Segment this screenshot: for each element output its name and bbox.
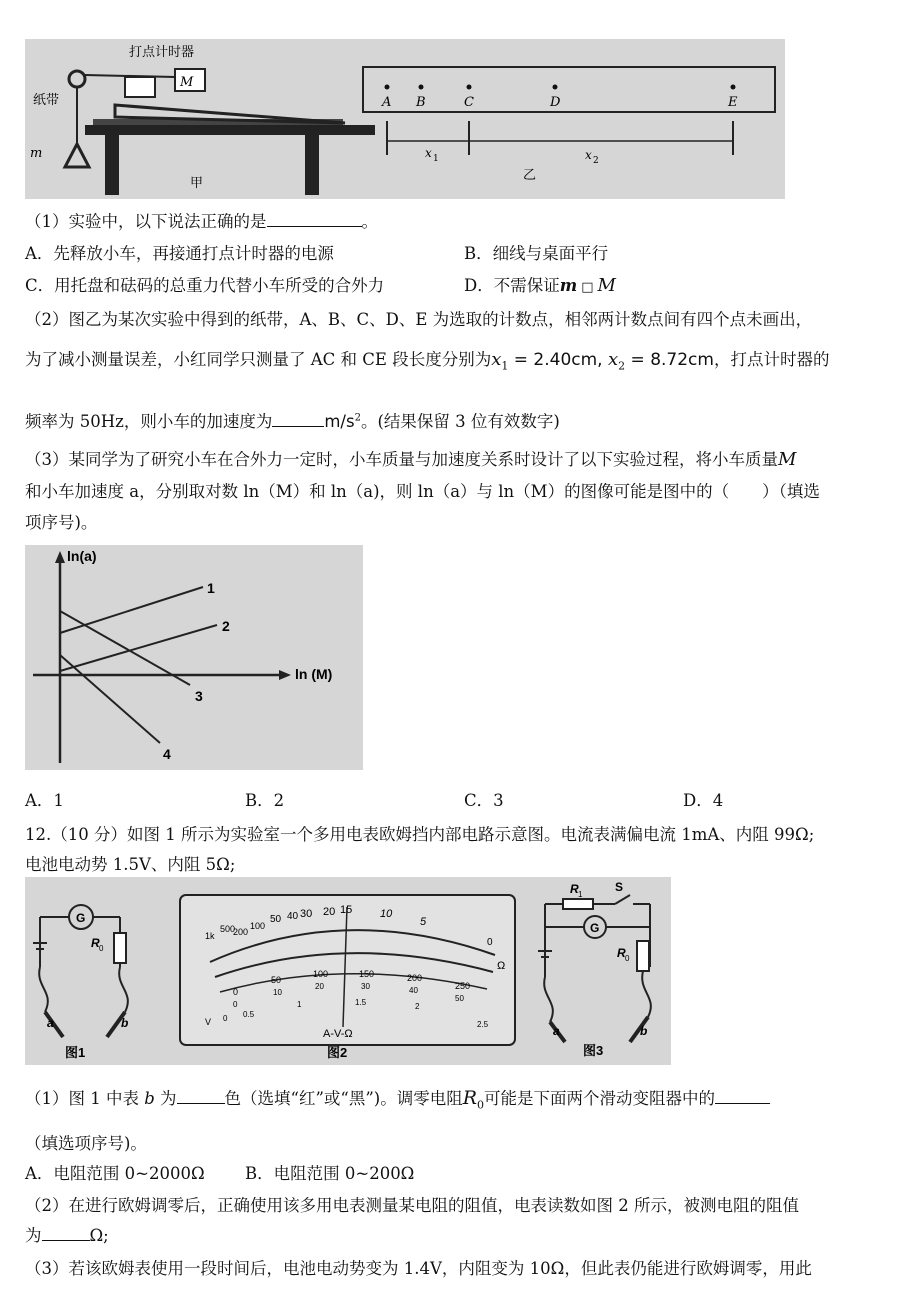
graph-line-2 — [60, 625, 217, 671]
q12-1-option-blank[interactable] — [715, 1103, 770, 1104]
q2-line2-end: ，打点计时器的 — [713, 350, 830, 369]
q12-line1: 12.（10 分）如图 1 所示为实验室一个多用电表欧姆挡内部电路示意图。电流表满偏电流 1mA、内阻 99Ω; — [25, 825, 815, 844]
point-d: D — [550, 95, 561, 110]
ohm-scale-50: 50 — [270, 914, 282, 925]
ohm-scale-20: 20 — [323, 906, 336, 918]
dc-scale-200: 200 — [407, 973, 423, 983]
point-b: B — [416, 95, 426, 110]
ohm-scale-100: 100 — [250, 921, 266, 931]
q12-line2: 电池电动势 1.5V、内阻 5Ω; — [25, 855, 236, 874]
q1-stem — [25, 208, 378, 232]
q12-1-option-b: B．电阻范围 0~200Ω — [245, 1164, 415, 1183]
ln-graph-svg — [25, 545, 363, 770]
ohm-scale-15: 15 — [340, 904, 353, 916]
q3-line1-text: （3）某同学为了研究小车在合外力一定时，小车质量与加速度关系时设计了以下实验过程，将小车质量 — [25, 450, 778, 469]
ac-scale-30: 30 — [361, 982, 370, 991]
q3-line1-M: M — [778, 449, 797, 470]
x2-label: x — [585, 148, 592, 162]
point-e: E — [728, 95, 738, 110]
r1-label: R — [570, 882, 579, 896]
v-mark: V — [205, 1017, 212, 1027]
fig2-label: 图2 — [327, 1045, 348, 1060]
ohm-scale-0: 0 — [487, 937, 493, 948]
q12-1-color-blank[interactable] — [177, 1103, 225, 1104]
fig1-label: 图1 — [65, 1045, 86, 1060]
graph-line-4 — [60, 655, 160, 743]
fig3-label: 图3 — [583, 1043, 604, 1058]
q1-option-d-M: M — [597, 275, 616, 296]
q2-x2: x — [607, 349, 619, 370]
probe-a-label-1: a — [47, 1016, 54, 1030]
r0-label-1: R — [91, 936, 100, 950]
multimeter-svg — [25, 877, 671, 1065]
q12-3-line1: （3）若该欧姆表使用一段时间后，电池电动势变为 1.4V，内阻变为 10Ω，但此表仍能进行欧姆调零，用此 — [25, 1259, 812, 1278]
q12-1-pre: （1）图 1 中表 — [25, 1089, 145, 1108]
q12-2-post: Ω; — [89, 1226, 109, 1245]
probe-b-label-1: b — [121, 1016, 129, 1030]
q12-2-answer-blank[interactable] — [42, 1240, 90, 1241]
q12-2-pre: 为 — [25, 1226, 42, 1245]
q3-line3: 项序号)。 — [25, 513, 98, 532]
q2-x2-sub: 2 — [618, 359, 626, 373]
q1-option-d — [464, 272, 616, 296]
q12-1-line1 — [25, 1085, 770, 1111]
fig2-caption: 乙 — [523, 168, 537, 183]
q3-line2: 和小车加速度 a，分别取对数 ln（M）和 ln（a)，则 ln（a）与 ln（M）的图像可能是图中的（ ）（填选 — [25, 482, 820, 501]
q2-line2 — [25, 346, 829, 372]
q3-option-b: B．2 — [245, 791, 285, 810]
dc-scale-0: 0 — [233, 987, 239, 997]
r0-sub-1: 0 — [99, 944, 104, 953]
q1-option-a: A．先释放小车，再接通打点计时器的电源 — [25, 244, 334, 263]
fig1-caption: 甲 — [190, 176, 204, 191]
ohm-scale-30: 30 — [300, 908, 313, 920]
q3-option-d: D．4 — [683, 791, 724, 810]
q2-unit-sup: 2 — [354, 412, 361, 424]
q2-unit: m/s — [324, 412, 355, 431]
small-scale-2: 2 — [415, 1002, 420, 1011]
q12-2-line2 — [25, 1222, 109, 1246]
probe-b-label-3: b — [640, 1024, 648, 1038]
q12-1-mid: 为 — [154, 1089, 177, 1108]
q1-option-d-symbol: □ — [581, 280, 594, 295]
circuit-3 — [538, 880, 651, 1058]
q2-x1-value: = 2.40cm, — [508, 350, 608, 370]
q2-line2-text: 为了减小测量误差，小红同学只测量了 AC 和 CE 段长度分别为 — [25, 350, 492, 369]
q2-line1: （2）图乙为某次实验中得到的纸带，A、B、C、D、E 为选取的计数点，相邻两计数点间有四个点未画出， — [25, 310, 813, 329]
dc-scale-100: 100 — [313, 969, 329, 979]
small-scale-0: 0 — [223, 1014, 228, 1023]
q3-option-c: C．3 — [464, 791, 504, 810]
ohm-scale-10: 10 — [380, 908, 393, 920]
r0-label-3: R — [617, 946, 626, 960]
q1-option-b: B．细线与桌面平行 — [464, 244, 609, 263]
small-scale-1-5: 1.5 — [355, 998, 367, 1007]
mass-label: m — [30, 146, 43, 161]
q2-x1-sub: 1 — [501, 359, 509, 373]
ac-scale-50: 50 — [455, 994, 464, 1003]
ohm-scale-1k: 1k — [205, 931, 215, 941]
q12-1-r0: R — [462, 1087, 478, 1109]
graph-line-label-1: 1 — [207, 580, 215, 596]
dc-scale-50: 50 — [271, 975, 282, 985]
q1-answer-blank[interactable] — [267, 226, 362, 227]
tape-label: 纸带 — [33, 93, 60, 108]
ohm-scale-500: 500 — [220, 924, 236, 934]
q2-line3 — [25, 408, 560, 432]
graph-line-label-2: 2 — [222, 618, 230, 634]
graph-line-1 — [60, 587, 203, 633]
small-scale-2-5: 2.5 — [477, 1020, 489, 1029]
omega-mark: Ω — [497, 960, 506, 972]
x-axis-label: ln (M) — [295, 666, 333, 682]
r0-sub-3: 0 — [625, 954, 630, 963]
meter-label: A-V-Ω — [323, 1028, 353, 1040]
ohm-scale-5: 5 — [420, 916, 427, 928]
q3-option-a: A．1 — [25, 791, 64, 810]
ac-scale-0: 0 — [233, 1000, 238, 1009]
figure-multimeter — [25, 877, 671, 1065]
timer-label: 打点计时器 — [129, 45, 195, 60]
q1-stem-text: （1）实验中，以下说法正确的是 — [25, 212, 267, 231]
galvanometer-label-3: G — [590, 921, 600, 935]
circuit-1 — [33, 905, 128, 1060]
q2-x1: x — [491, 349, 502, 370]
dc-scale-250: 250 — [455, 981, 471, 991]
q2-x2-value: = 8.72cm — [625, 350, 714, 370]
ac-scale-10: 10 — [273, 988, 282, 997]
galvanometer-label-1: G — [76, 911, 86, 925]
ohm-scale-40: 40 — [287, 911, 299, 922]
q3-line1 — [25, 446, 796, 470]
car-label: M — [180, 75, 194, 90]
q2-line3-text: 频率为 50Hz，则小车的加速度为 — [25, 412, 273, 431]
y-axis-label: ln(a) — [67, 548, 97, 564]
ac-scale-20: 20 — [315, 982, 324, 991]
probe-a-label-3: a — [553, 1024, 560, 1038]
ac-scale-40: 40 — [409, 986, 418, 995]
graph-line-label-4: 4 — [163, 746, 171, 762]
q12-1-mid2: 色（选填“红”或“黑”)。调零电阻 — [224, 1089, 463, 1108]
x1-sub: 1 — [433, 154, 439, 164]
small-scale-1: 1 — [297, 1000, 302, 1009]
q1-end: 。 — [361, 212, 378, 231]
r1-sub: 1 — [578, 890, 583, 899]
point-a: A — [382, 95, 392, 110]
figure-ln-graph — [25, 545, 363, 770]
q12-1-post: 可能是下面两个滑动变阻器中的 — [484, 1089, 716, 1108]
q1-option-d-m: m — [559, 276, 578, 295]
x1-label: x — [425, 146, 432, 160]
x2-sub: 2 — [593, 156, 599, 166]
meter-dial — [180, 895, 515, 1060]
point-c: C — [464, 95, 474, 110]
cart-tape-diagram — [25, 39, 785, 199]
ohm-scale-200: 200 — [233, 927, 249, 937]
graph-line-label-3: 3 — [195, 688, 203, 704]
q1-option-d-text: D．不需保证 — [464, 276, 560, 295]
q2-answer-blank[interactable] — [272, 426, 324, 427]
q12-1-line2: （填选项序号)。 — [25, 1134, 147, 1153]
small-scale-0-5: 0.5 — [243, 1010, 255, 1019]
q12-2-line1: （2）在进行欧姆调零后，正确使用该多用电表测量某电阻的阻值，电表读数如图 2 所示，被测电阻的阻值 — [25, 1196, 799, 1215]
figure-cart-and-tape — [25, 39, 785, 199]
switch-label: S — [615, 880, 624, 894]
q1-option-c: C．用托盘和砝码的总重力代替小车所受的合外力 — [25, 276, 385, 295]
q12-1-r0-sub: 0 — [477, 1098, 485, 1112]
q2-line3-end: 。(结果保留 3 位有效数字) — [360, 412, 560, 431]
q12-1-option-a: A．电阻范围 0~2000Ω — [25, 1164, 205, 1183]
q12-1-b: b — [144, 1089, 155, 1108]
dc-scale-150: 150 — [359, 969, 375, 979]
